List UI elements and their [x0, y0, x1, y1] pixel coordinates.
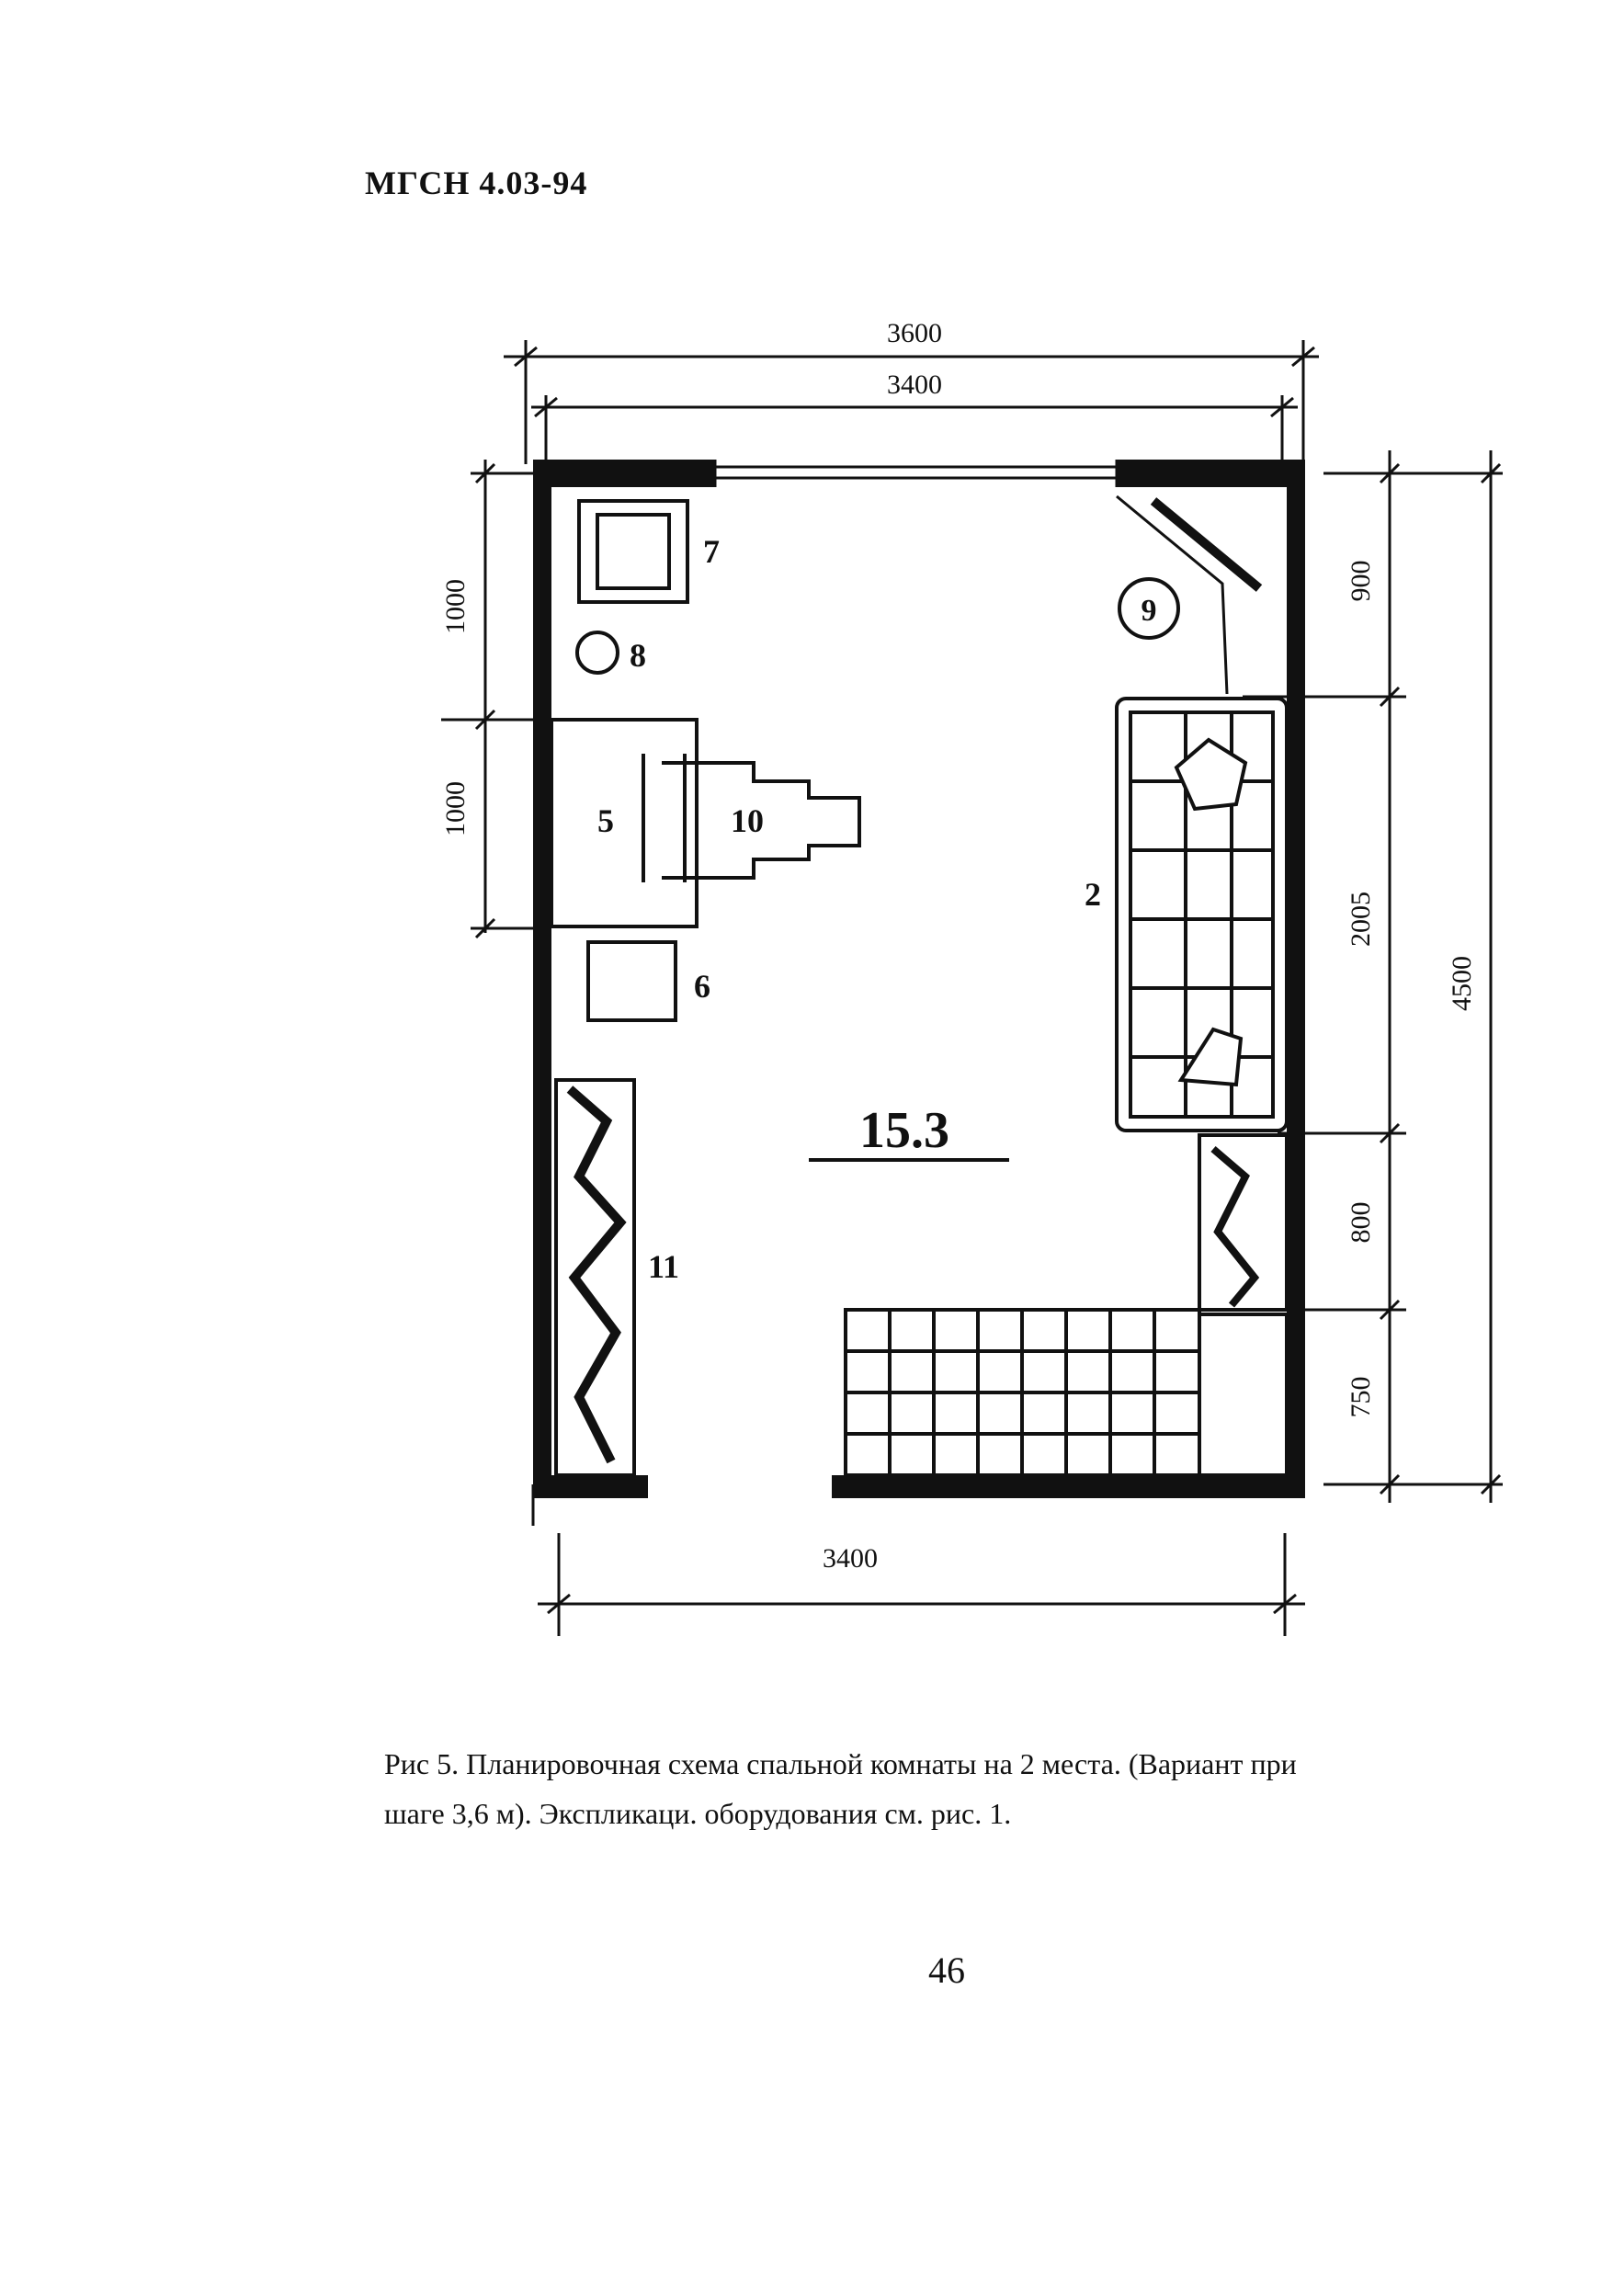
armchair [579, 501, 687, 602]
storage-cabinet [1199, 1135, 1287, 1310]
dim-top-outer: 3600 [887, 318, 942, 348]
label-chair: 10 [731, 802, 764, 839]
label-stool: 8 [630, 637, 646, 674]
dim-right-1: 900 [1346, 560, 1376, 602]
bed [1117, 699, 1287, 1131]
dim-left-lower: 1000 [440, 781, 471, 836]
dim-right-total: 4500 [1447, 956, 1477, 1011]
stool [577, 632, 618, 673]
label-bed: 2 [1085, 876, 1101, 913]
nightstand [588, 942, 676, 1020]
figure-caption [384, 1739, 1505, 1838]
caption-line-2: шаге 3,6 м). Экспликаци. оборудования см. рис. 1. [384, 1797, 1012, 1830]
dim-right-2: 2005 [1346, 892, 1376, 947]
label-desk: 5 [597, 802, 614, 839]
label-nightstand: 6 [694, 968, 710, 1005]
dim-right-4: 750 [1346, 1376, 1376, 1418]
sink [1117, 496, 1259, 694]
dim-top-inner: 3400 [887, 369, 942, 400]
room-area: 15.3 [859, 1102, 949, 1159]
page-number: 46 [928, 1949, 965, 1991]
wardrobe [556, 1080, 634, 1475]
dim-bottom: 3400 [823, 1543, 878, 1574]
label-sink: 9 [1141, 594, 1157, 628]
dim-right-3: 800 [1346, 1201, 1376, 1244]
desk [551, 720, 697, 926]
shelving-unit [846, 1310, 1199, 1475]
document-header: МГСН 4.03-94 [365, 165, 588, 201]
label-wardrobe: 11 [648, 1248, 680, 1285]
label-armchair: 7 [703, 533, 720, 570]
dim-left-upper: 1000 [440, 579, 471, 634]
caption-line-1: Рис 5. Планировочная схема спальной комнаты на 2 места. (Вариант при [384, 1747, 1297, 1780]
cabinet [1199, 1314, 1287, 1475]
